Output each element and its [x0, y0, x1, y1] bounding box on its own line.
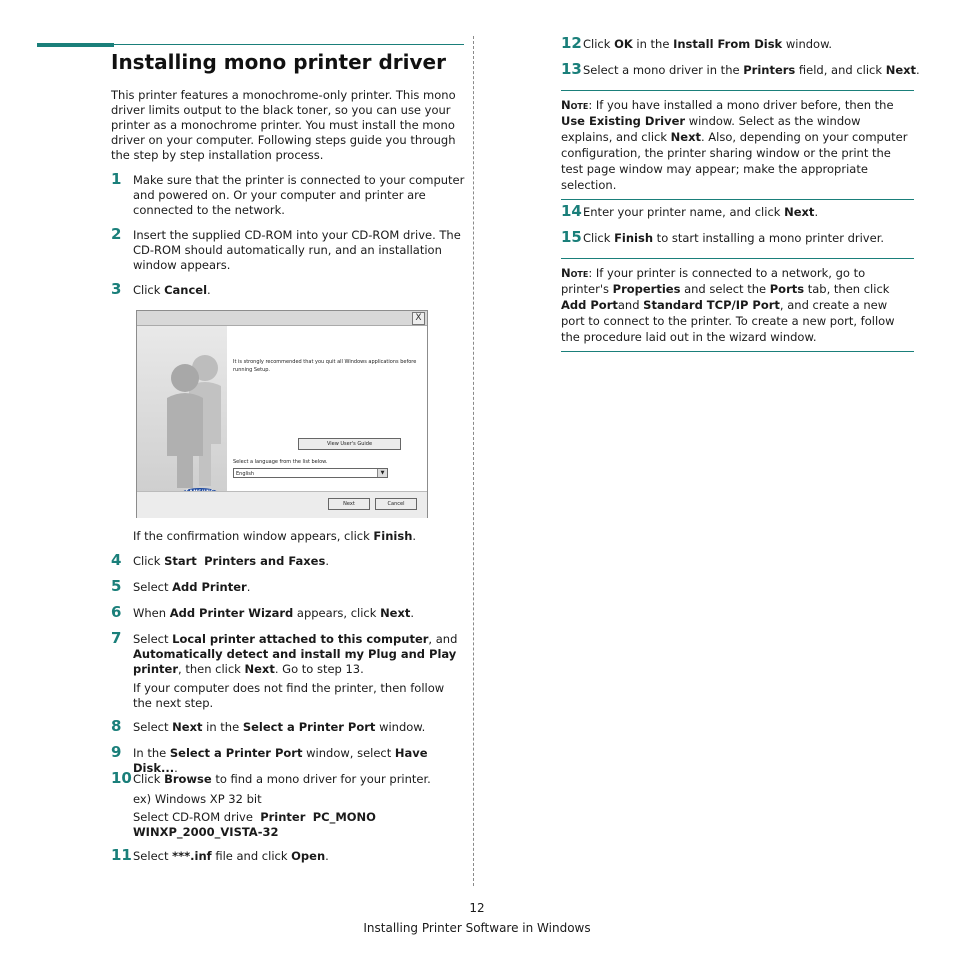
step-number: 15: [561, 228, 582, 246]
step-text: When Add Printer Wizard appears, click Next.: [133, 606, 415, 620]
step-number: 14: [561, 202, 582, 220]
step-number: 2: [111, 225, 122, 243]
step-text: Select ***.inf file and click Open.: [133, 849, 329, 863]
step-extra-text: If your computer does not find the printer, then follow the next step.: [133, 681, 445, 710]
step-number: 13: [561, 60, 582, 78]
step-text: Enter your printer name, and click Next.: [583, 205, 819, 219]
language-label: Select a language from the list below.: [233, 459, 328, 465]
dialog-side-image: [137, 326, 227, 491]
close-icon[interactable]: X: [412, 312, 425, 325]
page-number: 12: [469, 901, 485, 915]
step-text: Click Cancel.: [133, 283, 211, 297]
step-number: 7: [111, 629, 122, 647]
step-number: 1: [111, 170, 122, 188]
people-illustration-icon: [137, 326, 227, 491]
step-path: Select CD-ROM drive Printer PC_MONO WINXP_2000_VISTA-32: [133, 810, 376, 839]
header-accent-bar: [37, 43, 114, 47]
note-box: Note: If your printer is connected to a network, go to printer's Properties and select the Ports tab, then click Add Portand Standard TCP/IP Port, and create a new port to connect to the printer. To create a new port, follow the procedure laid out in the wizard window.: [561, 258, 914, 352]
step-number: 11: [111, 846, 132, 864]
chevron-down-icon[interactable]: ▼: [377, 469, 387, 477]
dialog-titlebar: [137, 311, 427, 326]
step-text: Click Browse to find a mono driver for your printer.: [133, 772, 431, 786]
footer-title: Installing Printer Software in Windows: [363, 921, 591, 935]
step-text: Select a mono driver in the Printers field, and click Next.: [583, 63, 920, 77]
step-text: Select Next in the Select a Printer Port window.: [133, 720, 426, 734]
step-text: Insert the supplied CD-ROM into your CD-ROM drive. The CD-ROM should automatically run, and an installation window appears.: [133, 228, 461, 272]
language-select[interactable]: [233, 468, 388, 478]
column-divider: [473, 36, 474, 886]
note-box: Note: If you have installed a mono driver before, then the Use Existing Driver window. Select as the window explains, and click Next. Also, depending on your computer configuration, the printer sharing window or the print the test page window may appear; make the appropriate selection.: [561, 90, 914, 200]
step-text: In the Select a Printer Port window, select Have Disk....: [133, 746, 428, 775]
step-number: 4: [111, 551, 122, 569]
setup-dialog: [136, 310, 428, 518]
view-guide-button[interactable]: View User's Guide: [298, 438, 401, 450]
step-text: Select Add Printer.: [133, 580, 251, 594]
dialog-footer: [137, 491, 427, 518]
step-number: 5: [111, 577, 122, 595]
next-button[interactable]: Next: [328, 498, 370, 510]
step-number: 12: [561, 34, 582, 52]
step-number: 8: [111, 717, 122, 735]
confirm-text: If the confirmation window appears, click Finish.: [133, 529, 417, 543]
step-number: 6: [111, 603, 122, 621]
step-text: Click OK in the Install From Disk window.: [583, 37, 833, 51]
step-text: Make sure that the printer is connected to your computer and powered on. Or your computer and printer are connected to the network.: [133, 173, 465, 217]
step-text: Click Finish to start installing a mono printer driver.: [583, 231, 885, 245]
step-number: 3: [111, 280, 122, 298]
step-text: Click Start Printers and Faxes.: [133, 554, 329, 568]
dialog-message: It is strongly recommended that you quit all Windows applications before running Setup.: [233, 359, 417, 373]
cancel-button[interactable]: Cancel: [375, 498, 417, 510]
step-text: Select Local printer attached to this computer, and Automatically detect and install my Plug and Play printer, then click Next. Go to step 13.: [133, 632, 458, 676]
step-number: 9: [111, 743, 122, 761]
intro-paragraph: This printer features a monochrome-only printer. This mono driver limits output to the black toner, so you can use your printer as a monochrome printer. You must install the mono driver on your computer. Following steps guide you through the step by step installation process.: [111, 88, 456, 162]
language-value: English: [236, 471, 255, 477]
page-title: Installing mono printer driver: [111, 50, 446, 74]
step-number: 10: [111, 769, 132, 787]
step-example: ex) Windows XP 32 bit: [133, 792, 262, 806]
header-rule: [114, 44, 464, 45]
